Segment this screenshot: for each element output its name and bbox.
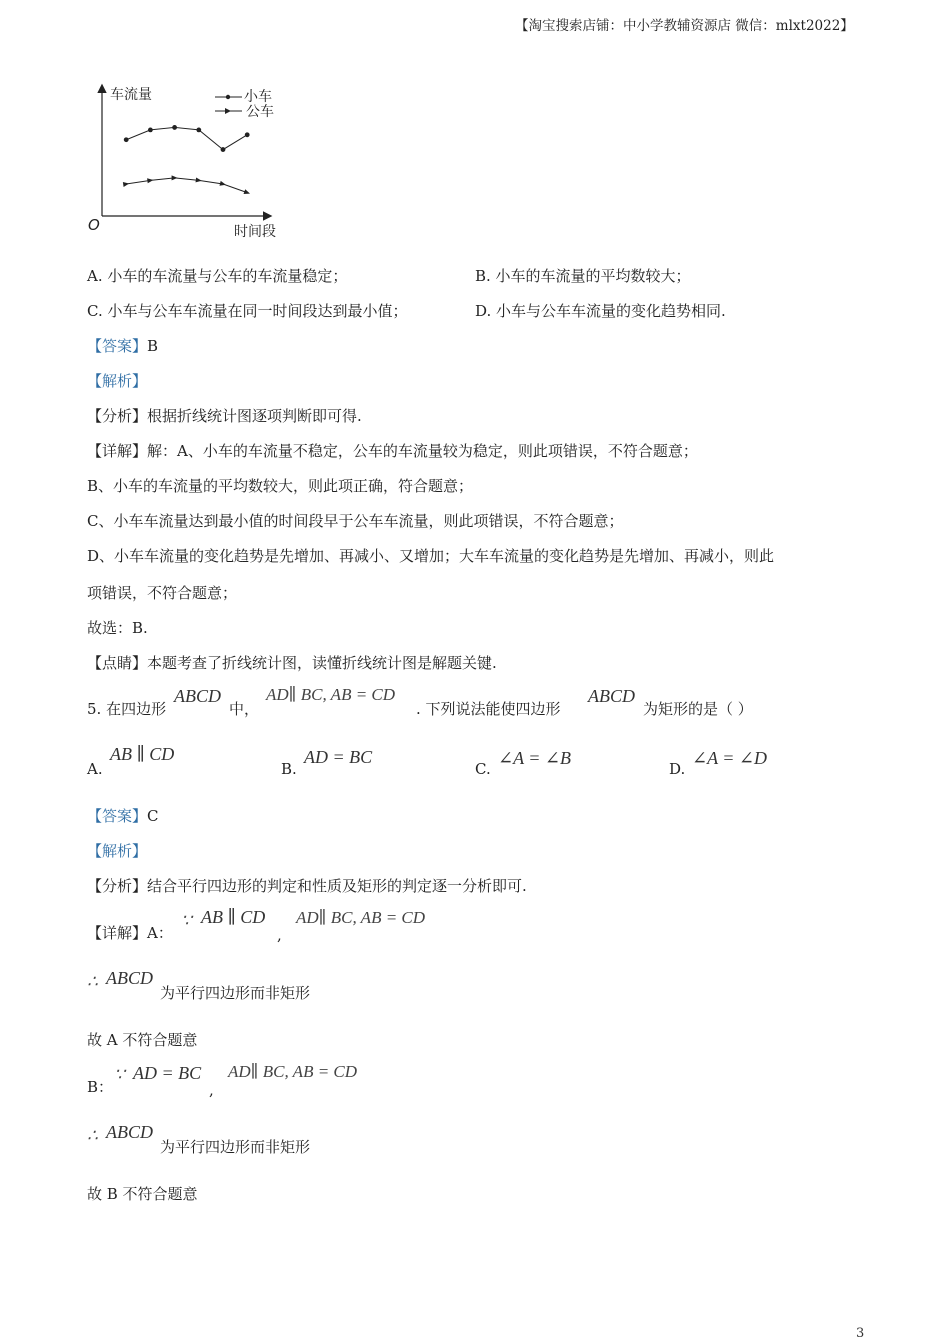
- q4-fenxi: [87, 406, 362, 426]
- q5-stem-4: 为矩形的是（ ）: [643, 700, 753, 718]
- q5-stem-math-1: ABCD: [174, 686, 221, 706]
- q5-stem-2: 中，: [229, 700, 260, 718]
- q4-analysis-tag: 【解析】: [87, 372, 148, 390]
- x-axis-label: 时间段: [234, 224, 276, 240]
- answer-tag: 【答案】: [87, 807, 148, 825]
- q5-detail-a-because: ∵: [181, 911, 192, 930]
- q4-answer: [87, 336, 158, 356]
- series-line-1: [126, 178, 247, 193]
- q5-detail-a-prefix: [87, 923, 173, 943]
- q4-detail-3: C、小车车流量达到最小值的时间段早于公车车流量，则此项错误，不符合题意；: [87, 512, 624, 530]
- answer-tag: 【答案】: [87, 337, 148, 355]
- legend-arrow-bus: [225, 108, 231, 114]
- q5-detail-b-text: 为平行四边形而非矩形: [160, 1138, 311, 1156]
- series-0-point-1: [148, 128, 153, 133]
- detail-text: 解：A、小车的车流量不稳定，公车的车流量较为稳定，则此项错误，不符合题意；: [147, 442, 698, 460]
- legend-label-bus: 公车: [246, 104, 274, 120]
- q5-option-c-label: C.: [475, 760, 491, 778]
- series-1-point-2: [172, 175, 178, 180]
- series-0-point-0: [124, 137, 129, 142]
- q5-detail-b-math-2: AD∥ BC, AB = CD: [228, 1062, 358, 1081]
- series-0-point-3: [196, 128, 201, 133]
- series-1-point-3: [196, 177, 202, 182]
- q4-dianjing: [87, 653, 497, 673]
- y-axis-label: 车流量: [110, 87, 152, 103]
- q5-option-a-label: A.: [87, 760, 103, 778]
- q5-detail-a-math-2: AD∥ BC, AB = CD: [296, 908, 426, 927]
- q5-detail-a-therefore: ∴: [87, 972, 98, 991]
- fenxi-tag: 【分析】: [87, 407, 148, 425]
- dianjing-text: 本题考查了折线统计图，读懂折线统计图是解题关键.: [147, 654, 497, 672]
- q5-detail-b-comma: ,: [209, 1081, 214, 1099]
- q4-option-b: B. 小车的车流量的平均数较大；: [475, 267, 691, 285]
- detail-tag: 【详解】: [87, 442, 148, 460]
- q5-detail-a-text: 为平行四边形而非矩形: [160, 984, 311, 1002]
- q5-detail-a-comma: ,: [277, 926, 282, 944]
- q4-option-d: D. 小车与公车车流量的变化趋势相同.: [475, 302, 726, 320]
- legend-dot-car: [226, 95, 230, 99]
- q5-detail-b-prefix: B：: [87, 1078, 114, 1096]
- q5-detail-a-conclusion: 故 A 不符合题意: [87, 1031, 198, 1049]
- page-header: 【淘宝搜索店铺：中小学教辅资源店 微信：mlxt2022】: [515, 18, 854, 34]
- q5-detail-b-therefore: ∴: [87, 1126, 98, 1145]
- detail-tag: 【详解】: [87, 924, 148, 942]
- q5-option-a-math: AB ∥ CD: [110, 744, 175, 764]
- fenxi-text: 结合平行四边形的判定和性质及矩形的判定逐一分析即可.: [147, 877, 527, 895]
- q5-option-d-label: D.: [669, 760, 686, 778]
- series-1-point-1: [147, 178, 153, 183]
- q5-detail-b-math-1: AD = BC: [133, 1063, 202, 1083]
- q5-detail-b-because: ∵: [114, 1065, 125, 1084]
- series-0-point-2: [172, 125, 177, 130]
- q4-detail-4: D、小车车流量的变化趋势是先增加、再减小、又增加；大车车流量的变化趋势是先增加、再减小，则此: [87, 547, 775, 565]
- fenxi-tag: 【分析】: [87, 877, 148, 895]
- q5-stem-3: . 下列说法能使四边形: [416, 700, 561, 718]
- q5-analysis-tag: 【解析】: [87, 842, 148, 860]
- page-number: 3: [856, 1326, 865, 1341]
- q5-answer: [87, 806, 159, 826]
- q5-detail-b-conclusion: 故 B 不符合题意: [87, 1185, 198, 1203]
- q5-fenxi: [87, 876, 527, 896]
- answer-value: C: [147, 807, 159, 825]
- q5-stem-math-3: ABCD: [588, 686, 635, 706]
- q5-detail-b-math-3: ABCD: [106, 1122, 153, 1142]
- series-1-point-0: [123, 182, 129, 187]
- detail-a-label: A：: [147, 924, 173, 942]
- q4-detail-2: B、小车的车流量的平均数较大，则此项正确，符合题意；: [87, 477, 474, 495]
- series-line-0: [126, 127, 247, 149]
- q4-detail-5: 项错误，不符合题意；: [87, 584, 238, 602]
- q4-choose: 故选：B.: [87, 619, 148, 637]
- series-1-point-5: [244, 189, 250, 194]
- q4-option-c: C. 小车与公车车流量在同一时间段达到最小值；: [87, 302, 408, 320]
- q5-detail-a-math-1: AB ∥ CD: [201, 907, 266, 927]
- q5-option-d-math: ∠A = ∠D: [692, 748, 767, 768]
- answer-value: B: [147, 337, 159, 355]
- fenxi-text: 根据折线统计图逐项判断即可得.: [147, 407, 362, 425]
- q5-detail-a-math-3: ABCD: [106, 968, 153, 988]
- series-0-point-5: [245, 132, 250, 137]
- q5-stem-math-2: AD∥ BC, AB = CD: [266, 685, 396, 704]
- line-chart: [80, 78, 300, 248]
- legend-label-car: 小车: [244, 89, 272, 105]
- dianjing-tag: 【点睛】: [87, 654, 148, 672]
- q5-option-c-math: ∠A = ∠B: [498, 748, 571, 768]
- series-0-point-4: [221, 147, 226, 152]
- origin-label: O: [88, 216, 100, 234]
- q5-option-b-label: B.: [281, 760, 297, 778]
- q4-option-a: A. 小车的车流量与公车的车流量稳定；: [87, 267, 348, 285]
- q5-option-b-math: AD = BC: [304, 747, 373, 767]
- q5-stem-1: 5. 在四边形: [87, 700, 167, 718]
- q4-detail-1: [87, 441, 698, 461]
